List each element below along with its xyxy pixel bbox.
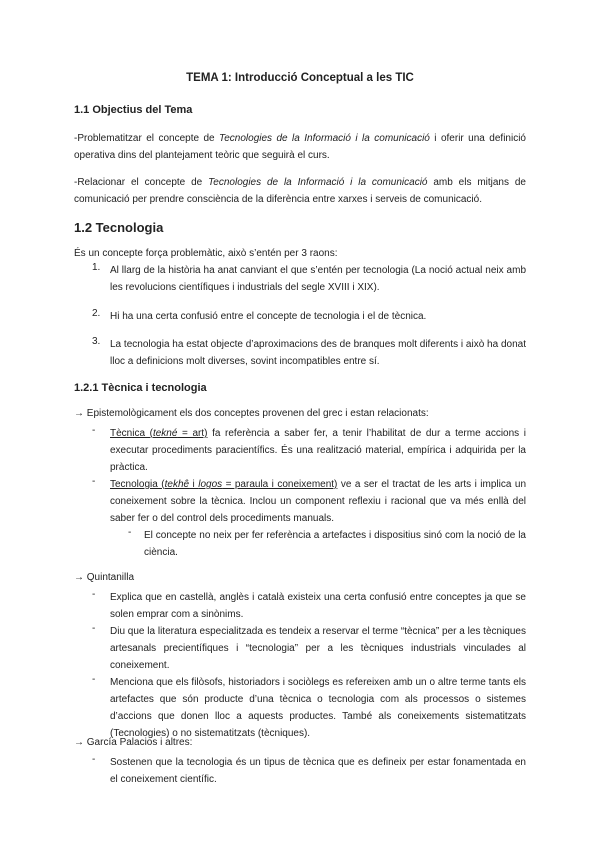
heading-tecnica-tecnologia: 1.2.1 Tècnica i tecnologia: [74, 382, 207, 394]
dash-bullet: -: [92, 589, 96, 600]
paragraph-objectiu-1: [74, 130, 526, 164]
list-item-quintanilla-2: Diu que la literatura especialitzada es tendeix a reservar el terme “tècnica” per a les tècniques artesanals precientífiques i “tecnologia” per a les tècniques industrials vinculades al coneixement.: [110, 626, 526, 671]
underlined-term: [110, 428, 207, 439]
document-title: TEMA 1: Introducció Conceptual a les TIC: [186, 72, 414, 84]
list-item-quintanilla-3: Menciona que els filòsofs, historiadors i sociòlegs es refereixen amb un o altre terme tants els artefactes que són producte d’una tècnica o tecnologia com als processos o sistemes d’accions que donen lloc a aquests productes. També als coneixements sistematitzats (Tecnologies) o no sistematitzats (tècniques).: [110, 677, 526, 739]
paragraph-intro: És un concepte força problemàtic, això s’entén per 3 raons:: [74, 248, 338, 259]
list-number: 3.: [92, 336, 101, 347]
text-run: -Problematitzar el concepte de: [74, 133, 220, 144]
dash-bullet: -: [92, 425, 96, 436]
underlined-term: [110, 479, 337, 490]
emphasis-text: tekné: [152, 428, 178, 439]
list-item-tecnologia: [110, 476, 526, 527]
text-run: i: [189, 479, 199, 490]
paragraph-epistemologic: → Epistemològicament els dos conceptes provenen del grec i estan relacionats:: [74, 408, 429, 419]
paragraph-garcia-palacios: → García Palacios i altres:: [74, 737, 193, 748]
list-item-quintanilla-1: Explica que en castellà, anglès i català existeix una certa confusió entre conceptes ja que se solen emprar com a sinònims.: [110, 592, 526, 620]
list-item: La tecnologia ha estat objecte d’aproximacions des de branques molt diferents i això ha donat lloc a definicions molt diverses, sovint incompatibles entre sí.: [110, 339, 526, 367]
text-run: Tècnica (: [110, 428, 153, 439]
list-number: 2.: [92, 308, 101, 319]
dash-bullet: -: [92, 476, 96, 487]
dash-bullet: -: [92, 623, 96, 634]
list-item: Al llarg de la història ha anat canviant el que s’entén per tecnologia (La noció actual neix amb les revolucions científiques i industrials del segle XVIII i XIX).: [110, 265, 526, 293]
emphasis-text: logos: [198, 479, 223, 490]
text-run: fa referència a saber fer, a tenir l’habilitat de dur a terme accions i executar procediments paracientífics. És una realització material, empírica i adquirida per la pràctica.: [110, 428, 526, 473]
list-item-tecnica: [110, 425, 526, 476]
text-run: i oferir una definició operativa dins del plantejament teòric que seguirà el curs.: [74, 133, 526, 161]
dash-bullet: -: [92, 754, 96, 765]
text-run: = art): [177, 428, 208, 439]
text-run: ve a ser el tractat de les arts i implica un coneixement sobre la tècnica. Inclou un component reflexiu i racional que va més enllà del saber fer o del control dels procediments manuals.: [110, 479, 527, 524]
list-item: Hi ha una certa confusió entre el concepte de tecnologia i el de tècnica.: [110, 311, 427, 322]
emphasis-text: Tecnologies de la Informació i la comunicació: [219, 133, 430, 144]
dash-bullet: -: [128, 527, 132, 538]
text-run: = paraula i coneixement): [222, 479, 338, 490]
paragraph-objectiu-2: [74, 174, 526, 208]
list-item-garcia-1: Sostenen que la tecnologia és un tipus de tècnica que es defineix per estar fonamentada en el coneixement científic.: [110, 757, 526, 785]
heading-tecnologia: 1.2 Tecnologia: [74, 220, 164, 235]
list-number: 1.: [92, 262, 101, 273]
text-run: -Relacionar el concepte de: [74, 177, 209, 188]
sub-list-item: El concepte no neix per fer referència a artefactes i dispositius sinó com la noció de la ciència.: [144, 530, 526, 558]
emphasis-text: tekhê: [164, 479, 190, 490]
dash-bullet: -: [92, 674, 96, 685]
emphasis-text: Tecnologies de la Informació i la comunicació: [208, 177, 428, 188]
paragraph-quintanilla: → Quintanilla: [74, 572, 135, 583]
text-run: amb els mitjans de comunicació per prendre consciència de la diferència entre xarxes i serveis de comunicació.: [74, 177, 526, 205]
heading-objectius: 1.1 Objectius del Tema: [74, 104, 193, 116]
text-run: Tecnologia (: [110, 479, 165, 490]
